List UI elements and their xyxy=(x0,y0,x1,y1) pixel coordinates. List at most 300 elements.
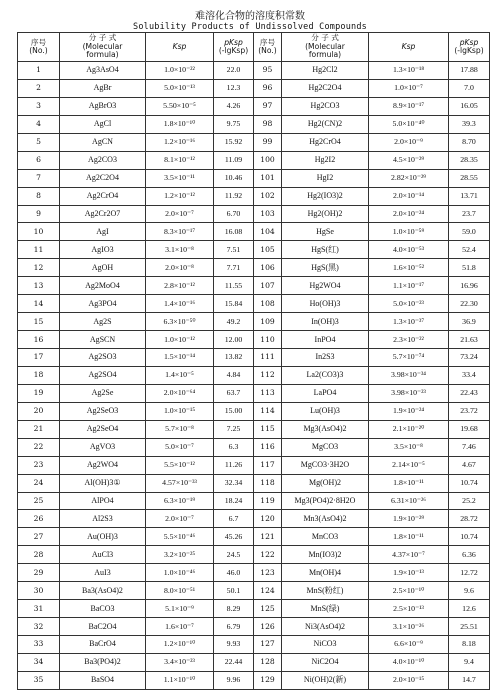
pksp-cell: 15.92 xyxy=(214,133,254,151)
header-formula: 分 子 式 (Molecular formula) xyxy=(282,33,369,62)
table-row xyxy=(18,223,490,241)
formula-cell: AgOH xyxy=(60,259,146,277)
formula-cell: BaCO3 xyxy=(60,600,146,618)
ksp-cell: 5.50×10⁻⁵ xyxy=(146,97,214,115)
formula-cell: AgSCN xyxy=(60,331,146,349)
ksp-cell: 8.0×10⁻⁵¹ xyxy=(146,582,214,600)
row-number: 129 xyxy=(254,671,282,689)
ksp-cell: 2.0×10⁻¹⁵ xyxy=(369,671,449,689)
ksp-cell: 1.1×10⁻¹⁷ xyxy=(369,277,449,295)
table-row xyxy=(18,259,490,277)
formula-cell: AgBr xyxy=(60,79,146,97)
pksp-cell: 23.7 xyxy=(449,205,490,223)
ksp-cell: 2.0×10⁻⁸ xyxy=(146,259,214,277)
pksp-cell: 51.8 xyxy=(449,259,490,277)
pksp-cell: 4.67 xyxy=(449,456,490,474)
table-row xyxy=(18,349,490,367)
table-row xyxy=(18,187,490,205)
row-number: 122 xyxy=(254,546,282,564)
row-number: 2 xyxy=(18,79,60,97)
row-number: 107 xyxy=(254,277,282,295)
ksp-cell: 5.0×10⁻⁴⁰ xyxy=(369,115,449,133)
pksp-cell: 14.7 xyxy=(449,671,490,689)
formula-cell: AgVO3 xyxy=(60,438,146,456)
table-row xyxy=(18,115,490,133)
formula-cell: Ni(OH)2(新) xyxy=(282,671,369,689)
row-number: 9 xyxy=(18,205,60,223)
table-row xyxy=(18,331,490,349)
formula-cell: AuCl3 xyxy=(60,546,146,564)
table-row xyxy=(18,133,490,151)
pksp-cell: 12.72 xyxy=(449,564,490,582)
pksp-cell: 6.79 xyxy=(214,618,254,636)
table-row xyxy=(18,456,490,474)
formula-cell: Hg2CO3 xyxy=(282,97,369,115)
ksp-cell: 2.82×10⁻²⁹ xyxy=(369,169,449,187)
ksp-cell: 5.0×10⁻²³ xyxy=(369,295,449,313)
pksp-cell: 23.72 xyxy=(449,402,490,420)
table-row xyxy=(18,295,490,313)
table-row xyxy=(18,277,490,295)
pksp-cell: 8.18 xyxy=(449,636,490,654)
table-row xyxy=(18,402,490,420)
ksp-cell: 1.0×10⁻¹⁵ xyxy=(146,402,214,420)
pksp-cell: 32.34 xyxy=(214,474,254,492)
row-number: 112 xyxy=(254,366,282,384)
ksp-cell: 4.0×10⁻¹⁰ xyxy=(369,653,449,671)
pksp-cell: 63.7 xyxy=(214,384,254,402)
ksp-cell: 3.98×10⁻²³ xyxy=(369,384,449,402)
row-number: 16 xyxy=(18,331,60,349)
pksp-cell: 12.6 xyxy=(449,600,490,618)
ksp-cell: 1.3×10⁻³⁷ xyxy=(369,313,449,331)
pksp-cell: 11.26 xyxy=(214,456,254,474)
table-row xyxy=(18,671,490,689)
pksp-cell: 4.84 xyxy=(214,366,254,384)
ksp-cell: 8.9×10⁻¹⁷ xyxy=(369,97,449,115)
row-number: 106 xyxy=(254,259,282,277)
pksp-cell: 13.71 xyxy=(449,187,490,205)
page-subtitle: Solubility Products of Undissolved Compounds xyxy=(133,22,367,32)
header-number: 序号 (No.) xyxy=(18,33,60,62)
pksp-cell: 7.71 xyxy=(214,259,254,277)
row-number: 15 xyxy=(18,313,60,331)
header-pksp: pKsp (-lgKsp) xyxy=(214,33,254,62)
formula-cell: Ag2Se xyxy=(60,384,146,402)
ksp-cell: 1.5×10⁻¹⁴ xyxy=(146,349,214,367)
ksp-cell: 4.57×10⁻³³ xyxy=(146,474,214,492)
pksp-cell: 6.3 xyxy=(214,438,254,456)
ksp-cell: 1.1×10⁻¹⁰ xyxy=(146,671,214,689)
formula-cell: NiCO3 xyxy=(282,636,369,654)
formula-cell: HgS(黑) xyxy=(282,259,369,277)
table-row xyxy=(18,600,490,618)
pksp-cell: 46.0 xyxy=(214,564,254,582)
row-number: 120 xyxy=(254,510,282,528)
ksp-cell: 8.1×10⁻¹² xyxy=(146,151,214,169)
row-number: 18 xyxy=(18,366,60,384)
pksp-cell: 4.26 xyxy=(214,97,254,115)
row-number: 23 xyxy=(18,456,60,474)
formula-cell: MnS(绿) xyxy=(282,600,369,618)
table-row xyxy=(18,474,490,492)
ksp-cell: 2.0×10⁻²⁴ xyxy=(369,205,449,223)
table-row xyxy=(18,528,490,546)
row-number: 124 xyxy=(254,582,282,600)
row-number: 34 xyxy=(18,653,60,671)
table-row xyxy=(18,492,490,510)
formula-cell: HgSe xyxy=(282,223,369,241)
ksp-cell: 2.0×10⁻¹⁴ xyxy=(369,187,449,205)
table-row xyxy=(18,79,490,97)
formula-cell: Hg2(OH)2 xyxy=(282,205,369,223)
header-pksp: pKsp (-lgKsp) xyxy=(449,33,490,62)
ksp-cell: 1.0×10⁻²² xyxy=(146,62,214,80)
formula-cell: HgI2 xyxy=(282,169,369,187)
pksp-cell: 49.2 xyxy=(214,313,254,331)
row-number: 117 xyxy=(254,456,282,474)
row-number: 12 xyxy=(18,259,60,277)
pksp-cell: 7.46 xyxy=(449,438,490,456)
pksp-cell: 7.51 xyxy=(214,241,254,259)
formula-cell: Ag3PO4 xyxy=(60,295,146,313)
formula-cell: Ag2CO3 xyxy=(60,151,146,169)
ksp-cell: 4.0×10⁻⁵³ xyxy=(369,241,449,259)
row-number: 105 xyxy=(254,241,282,259)
pksp-cell: 36.9 xyxy=(449,313,490,331)
formula-cell: Mn(IO3)2 xyxy=(282,546,369,564)
ksp-cell: 2.1×10⁻²⁰ xyxy=(369,420,449,438)
row-number: 1 xyxy=(18,62,60,80)
row-number: 101 xyxy=(254,169,282,187)
ksp-cell: 1.4×10⁻⁵ xyxy=(146,366,214,384)
pksp-cell: 19.68 xyxy=(449,420,490,438)
table-row xyxy=(18,241,490,259)
formula-cell: Ag2C2O4 xyxy=(60,169,146,187)
pksp-cell: 28.72 xyxy=(449,510,490,528)
formula-cell: AgCN xyxy=(60,133,146,151)
ksp-cell: 2.5×10⁻¹⁰ xyxy=(369,582,449,600)
ksp-cell: 2.0×10⁻⁷ xyxy=(146,510,214,528)
pksp-cell: 11.55 xyxy=(214,277,254,295)
ksp-cell: 1.0×10⁻⁵⁹ xyxy=(369,223,449,241)
pksp-cell: 21.63 xyxy=(449,331,490,349)
pksp-cell: 28.35 xyxy=(449,151,490,169)
pksp-cell: 12.00 xyxy=(214,331,254,349)
pksp-cell: 13.82 xyxy=(214,349,254,367)
formula-cell: BaC2O4 xyxy=(60,618,146,636)
formula-cell: NiC2O4 xyxy=(282,653,369,671)
ksp-cell: 2.0×10⁻⁷ xyxy=(146,205,214,223)
table-row xyxy=(18,169,490,187)
ksp-cell: 2.5×10⁻¹³ xyxy=(369,600,449,618)
pksp-cell: 39.3 xyxy=(449,115,490,133)
row-number: 97 xyxy=(254,97,282,115)
ksp-cell: 5.5×10⁻⁴⁶ xyxy=(146,528,214,546)
pksp-cell: 6.7 xyxy=(214,510,254,528)
ksp-cell: 1.9×10⁻²⁹ xyxy=(369,510,449,528)
pksp-cell: 17.88 xyxy=(449,62,490,80)
ksp-cell: 6.31×10⁻²⁶ xyxy=(369,492,449,510)
pksp-cell: 11.09 xyxy=(214,151,254,169)
ksp-cell: 4.37×10⁻⁷ xyxy=(369,546,449,564)
table-row xyxy=(18,97,490,115)
row-number: 119 xyxy=(254,492,282,510)
header-number: 序号 (No.) xyxy=(254,33,282,62)
row-number: 121 xyxy=(254,528,282,546)
formula-cell: Hg2I2 xyxy=(282,151,369,169)
row-number: 126 xyxy=(254,618,282,636)
ksp-cell: 1.0×10⁻⁴⁶ xyxy=(146,564,214,582)
ksp-cell: 3.1×10⁻²⁶ xyxy=(369,618,449,636)
row-number: 8 xyxy=(18,187,60,205)
formula-cell: Mn3(AsO4)2 xyxy=(282,510,369,528)
ksp-cell: 1.6×10⁻⁵² xyxy=(369,259,449,277)
ksp-cell: 1.9×10⁻¹³ xyxy=(369,564,449,582)
formula-cell: Ag3AsO4 xyxy=(60,62,146,80)
table-row xyxy=(18,151,490,169)
row-number: 33 xyxy=(18,636,60,654)
row-number: 125 xyxy=(254,600,282,618)
pksp-cell: 15.84 xyxy=(214,295,254,313)
row-number: 116 xyxy=(254,438,282,456)
ksp-cell: 1.0×10⁻⁷ xyxy=(369,79,449,97)
formula-cell: AgIO3 xyxy=(60,241,146,259)
pksp-cell: 33.4 xyxy=(449,366,490,384)
table-row xyxy=(18,313,490,331)
ksp-cell: 3.2×10⁻²⁵ xyxy=(146,546,214,564)
pksp-cell: 16.05 xyxy=(449,97,490,115)
ksp-cell: 6.6×10⁻⁹ xyxy=(369,636,449,654)
ksp-cell: 3.1×10⁻⁸ xyxy=(146,241,214,259)
header-formula: 分 子 式 (Molecular formula) xyxy=(60,33,146,62)
header-ksp: Ksp xyxy=(369,33,449,62)
ksp-cell: 1.0×10⁻¹² xyxy=(146,331,214,349)
formula-cell: Mg(OH)2 xyxy=(282,474,369,492)
pksp-cell: 6.36 xyxy=(449,546,490,564)
pksp-cell: 6.70 xyxy=(214,205,254,223)
pksp-cell: 22.0 xyxy=(214,62,254,80)
row-number: 35 xyxy=(18,671,60,689)
ksp-cell: 5.1×10⁻⁹ xyxy=(146,600,214,618)
formula-cell: Ni3(AsO4)2 xyxy=(282,618,369,636)
table-row xyxy=(18,420,490,438)
pksp-cell: 10.74 xyxy=(449,528,490,546)
table-row xyxy=(18,205,490,223)
row-number: 25 xyxy=(18,492,60,510)
row-number: 20 xyxy=(18,402,60,420)
row-number: 21 xyxy=(18,420,60,438)
row-number: 28 xyxy=(18,546,60,564)
ksp-cell: 3.5×10⁻⁸ xyxy=(369,438,449,456)
row-number: 109 xyxy=(254,313,282,331)
pksp-cell: 9.4 xyxy=(449,653,490,671)
formula-cell: Ag2SO3 xyxy=(60,349,146,367)
formula-cell: AgI xyxy=(60,223,146,241)
row-number: 98 xyxy=(254,115,282,133)
row-number: 26 xyxy=(18,510,60,528)
formula-cell: Ba3(AsO4)2 xyxy=(60,582,146,600)
row-number: 128 xyxy=(254,653,282,671)
row-number: 110 xyxy=(254,331,282,349)
row-number: 104 xyxy=(254,223,282,241)
formula-cell: Ag2SeO3 xyxy=(60,402,146,420)
pksp-cell: 45.26 xyxy=(214,528,254,546)
ksp-cell: 2.0×10⁻⁹ xyxy=(369,133,449,151)
pksp-cell: 9.93 xyxy=(214,636,254,654)
formula-cell: MnS(粉红) xyxy=(282,582,369,600)
formula-cell: AlPO4 xyxy=(60,492,146,510)
header-row xyxy=(18,33,490,62)
ksp-cell: 6.3×10⁻⁵⁰ xyxy=(146,313,214,331)
ksp-cell: 1.2×10⁻¹⁶ xyxy=(146,133,214,151)
formula-cell: Al(OH)3① xyxy=(60,474,146,492)
page-title: 难溶化合物的溶度积常数 xyxy=(195,11,305,22)
pksp-cell: 18.24 xyxy=(214,492,254,510)
row-number: 4 xyxy=(18,115,60,133)
formula-cell: Ag2WO4 xyxy=(60,456,146,474)
pksp-cell: 25.51 xyxy=(449,618,490,636)
table-row xyxy=(18,366,490,384)
ksp-cell: 5.0×10⁻¹³ xyxy=(146,79,214,97)
row-number: 102 xyxy=(254,187,282,205)
row-number: 27 xyxy=(18,528,60,546)
row-number: 99 xyxy=(254,133,282,151)
ksp-cell: 2.3×10⁻²² xyxy=(369,331,449,349)
formula-cell: Mn(OH)4 xyxy=(282,564,369,582)
pksp-cell: 22.44 xyxy=(214,653,254,671)
formula-cell: Ho(OH)3 xyxy=(282,295,369,313)
ksp-cell: 1.3×10⁻¹⁸ xyxy=(369,62,449,80)
ksp-cell: 2.14×10⁻⁵ xyxy=(369,456,449,474)
formula-cell: AgCl xyxy=(60,115,146,133)
formula-cell: Hg2C2O4 xyxy=(282,79,369,97)
row-number: 127 xyxy=(254,636,282,654)
pksp-cell: 22.30 xyxy=(449,295,490,313)
ksp-cell: 1.8×10⁻¹¹ xyxy=(369,528,449,546)
formula-cell: Mg3(PO4)2·8H2O xyxy=(282,492,369,510)
formula-cell: Mg3(AsO4)2 xyxy=(282,420,369,438)
row-number: 111 xyxy=(254,349,282,367)
formula-cell: Lu(OH)3 xyxy=(282,402,369,420)
row-number: 96 xyxy=(254,79,282,97)
solubility-table xyxy=(17,32,490,690)
ksp-cell: 5.7×10⁻⁸ xyxy=(146,420,214,438)
row-number: 6 xyxy=(18,151,60,169)
ksp-cell: 2.0×10⁻⁶⁴ xyxy=(146,384,214,402)
row-number: 17 xyxy=(18,349,60,367)
ksp-cell: 5.7×10⁻⁷⁴ xyxy=(369,349,449,367)
pksp-cell: 73.24 xyxy=(449,349,490,367)
row-number: 7 xyxy=(18,169,60,187)
pksp-cell: 15.00 xyxy=(214,402,254,420)
row-number: 22 xyxy=(18,438,60,456)
row-number: 118 xyxy=(254,474,282,492)
formula-cell: MgCO3·3H2O xyxy=(282,456,369,474)
pksp-cell: 9.75 xyxy=(214,115,254,133)
pksp-cell: 50.1 xyxy=(214,582,254,600)
formula-cell: LaPO4 xyxy=(282,384,369,402)
row-number: 10 xyxy=(18,223,60,241)
ksp-cell: 4.5×10⁻²⁹ xyxy=(369,151,449,169)
pksp-cell: 9.6 xyxy=(449,582,490,600)
table-row xyxy=(18,546,490,564)
ksp-cell: 5.0×10⁻⁷ xyxy=(146,438,214,456)
formula-cell: Ag2S xyxy=(60,313,146,331)
formula-cell: Hg2WO4 xyxy=(282,277,369,295)
table-row xyxy=(18,618,490,636)
formula-cell: Au(OH)3 xyxy=(60,528,146,546)
ksp-cell: 8.3×10⁻¹⁷ xyxy=(146,223,214,241)
row-number: 19 xyxy=(18,384,60,402)
ksp-cell: 1.2×10⁻¹⁰ xyxy=(146,636,214,654)
table-row xyxy=(18,438,490,456)
table-row xyxy=(18,62,490,80)
ksp-cell: 1.2×10⁻¹² xyxy=(146,187,214,205)
row-number: 14 xyxy=(18,295,60,313)
pksp-cell: 10.74 xyxy=(449,474,490,492)
formula-cell: Ag2CrO4 xyxy=(60,187,146,205)
row-number: 115 xyxy=(254,420,282,438)
ksp-cell: 1.4×10⁻¹⁶ xyxy=(146,295,214,313)
header-ksp: Ksp xyxy=(146,33,214,62)
formula-cell: Ba3(PO4)2 xyxy=(60,653,146,671)
ksp-cell: 3.98×10⁻³⁴ xyxy=(369,366,449,384)
formula-cell: In2S3 xyxy=(282,349,369,367)
row-number: 95 xyxy=(254,62,282,80)
pksp-cell: 25.2 xyxy=(449,492,490,510)
pksp-cell: 28.55 xyxy=(449,169,490,187)
pksp-cell: 9.96 xyxy=(214,671,254,689)
row-number: 24 xyxy=(18,474,60,492)
ksp-cell: 5.5×10⁻¹² xyxy=(146,456,214,474)
table-row xyxy=(18,653,490,671)
pksp-cell: 11.92 xyxy=(214,187,254,205)
table-row xyxy=(18,582,490,600)
table-row xyxy=(18,510,490,528)
row-number: 30 xyxy=(18,582,60,600)
formula-cell: Ag2SO4 xyxy=(60,366,146,384)
pksp-cell: 7.25 xyxy=(214,420,254,438)
pksp-cell: 12.3 xyxy=(214,79,254,97)
row-number: 113 xyxy=(254,384,282,402)
row-number: 100 xyxy=(254,151,282,169)
formula-cell: Al2S3 xyxy=(60,510,146,528)
row-number: 103 xyxy=(254,205,282,223)
formula-cell: HgS(红) xyxy=(282,241,369,259)
formula-cell: MgCO3 xyxy=(282,438,369,456)
row-number: 31 xyxy=(18,600,60,618)
table-body xyxy=(18,62,490,690)
formula-cell: La2(CO3)3 xyxy=(282,366,369,384)
row-number: 114 xyxy=(254,402,282,420)
pksp-cell: 10.46 xyxy=(214,169,254,187)
formula-cell: AgBrO3 xyxy=(60,97,146,115)
row-number: 11 xyxy=(18,241,60,259)
ksp-cell: 1.8×10⁻¹⁰ xyxy=(146,115,214,133)
formula-cell: Ag2Cr2O7 xyxy=(60,205,146,223)
formula-cell: BaSO4 xyxy=(60,671,146,689)
pksp-cell: 22.43 xyxy=(449,384,490,402)
table-row xyxy=(18,636,490,654)
pksp-cell: 7.0 xyxy=(449,79,490,97)
formula-cell: AuI3 xyxy=(60,564,146,582)
formula-cell: InPO4 xyxy=(282,331,369,349)
formula-cell: Hg2Cl2 xyxy=(282,62,369,80)
row-number: 5 xyxy=(18,133,60,151)
ksp-cell: 3.4×10⁻²³ xyxy=(146,653,214,671)
table-row xyxy=(18,564,490,582)
